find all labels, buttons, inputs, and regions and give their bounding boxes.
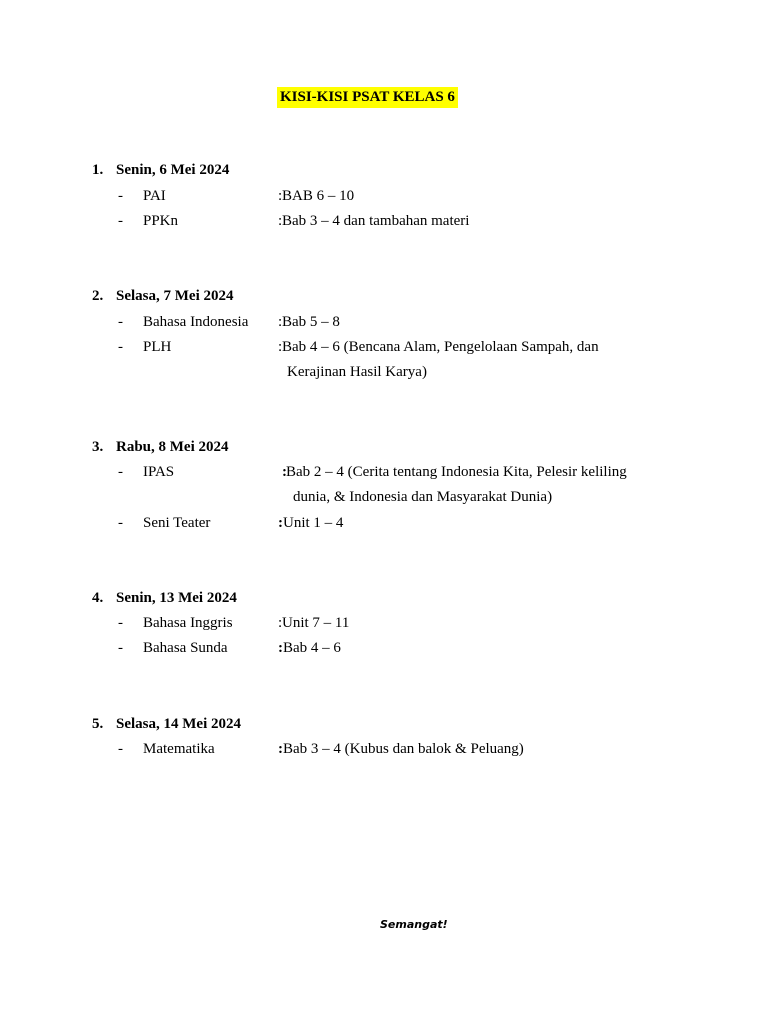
separator-colon: : [278, 741, 283, 757]
section-number: 4. [92, 590, 104, 606]
separator-colon: : [278, 314, 283, 330]
bullet-dash: - [118, 314, 123, 330]
section-number: 1. [92, 162, 104, 178]
section-number: 3. [92, 439, 104, 455]
bullet-dash: - [118, 339, 123, 355]
subject-name: PLH [143, 339, 172, 355]
subject-name: Bahasa Inggris [143, 615, 233, 631]
section-heading [92, 715, 241, 734]
subject-name: Matematika [143, 741, 215, 757]
separator-colon: : [278, 188, 283, 204]
subject-detail: Bab 3 – 4 dan tambahan materi [282, 213, 470, 229]
subject-detail: BAB 6 – 10 [282, 188, 355, 204]
bullet-dash: - [118, 615, 123, 631]
subject-name: IPAS [143, 464, 175, 480]
subject-detail: Unit 1 – 4 [283, 515, 344, 531]
footer-motto: Semangat! [380, 918, 448, 931]
document-title: KISI-KISI PSAT KELAS 6 [277, 87, 458, 108]
section-heading [92, 287, 234, 306]
separator-colon: : [278, 515, 283, 531]
subject-detail: Bab 4 – 6 (Bencana Alam, Pengelolaan Sampah, dan [282, 339, 599, 355]
section-date: Selasa, 7 Mei 2024 [116, 288, 234, 304]
subject-detail: Bab 2 – 4 (Cerita tentang Indonesia Kita, Pelesir keliling [286, 464, 627, 480]
detail-continuation: Kerajinan Hasil Karya) [287, 364, 427, 380]
section-date: Senin, 6 Mei 2024 [116, 162, 230, 178]
bullet-dash: - [118, 213, 123, 229]
section-heading [92, 161, 229, 180]
separator-colon: : [278, 615, 283, 631]
subject-detail: Bab 4 – 6 [283, 640, 341, 656]
section-heading [92, 589, 237, 608]
bullet-dash: - [118, 464, 123, 480]
subject-name: Seni Teater [143, 515, 211, 531]
detail-continuation: dunia, & Indonesia dan Masyarakat Dunia) [293, 489, 553, 505]
separator-colon: : [278, 640, 283, 656]
subject-name: Bahasa Indonesia [143, 314, 249, 330]
section-number: 5. [92, 716, 104, 732]
section-heading [92, 438, 229, 457]
section-date: Senin, 13 Mei 2024 [116, 590, 237, 606]
subject-name: PAI [143, 188, 166, 204]
bullet-dash: - [118, 741, 123, 757]
separator-colon: : [282, 464, 287, 480]
bullet-dash: - [118, 640, 123, 656]
subject-detail: Bab 5 – 8 [282, 314, 340, 330]
subject-name: Bahasa Sunda [143, 640, 228, 656]
section-date: Rabu, 8 Mei 2024 [116, 439, 229, 455]
bullet-dash: - [118, 188, 123, 204]
subject-name: PPKn [143, 213, 179, 229]
separator-colon: : [278, 213, 283, 229]
separator-colon: : [278, 339, 283, 355]
subject-detail: Unit 7 – 11 [282, 615, 350, 631]
bullet-dash: - [118, 515, 123, 531]
section-number: 2. [92, 288, 104, 304]
subject-detail: Bab 3 – 4 (Kubus dan balok & Peluang) [283, 741, 524, 757]
section-date: Selasa, 14 Mei 2024 [116, 716, 241, 732]
